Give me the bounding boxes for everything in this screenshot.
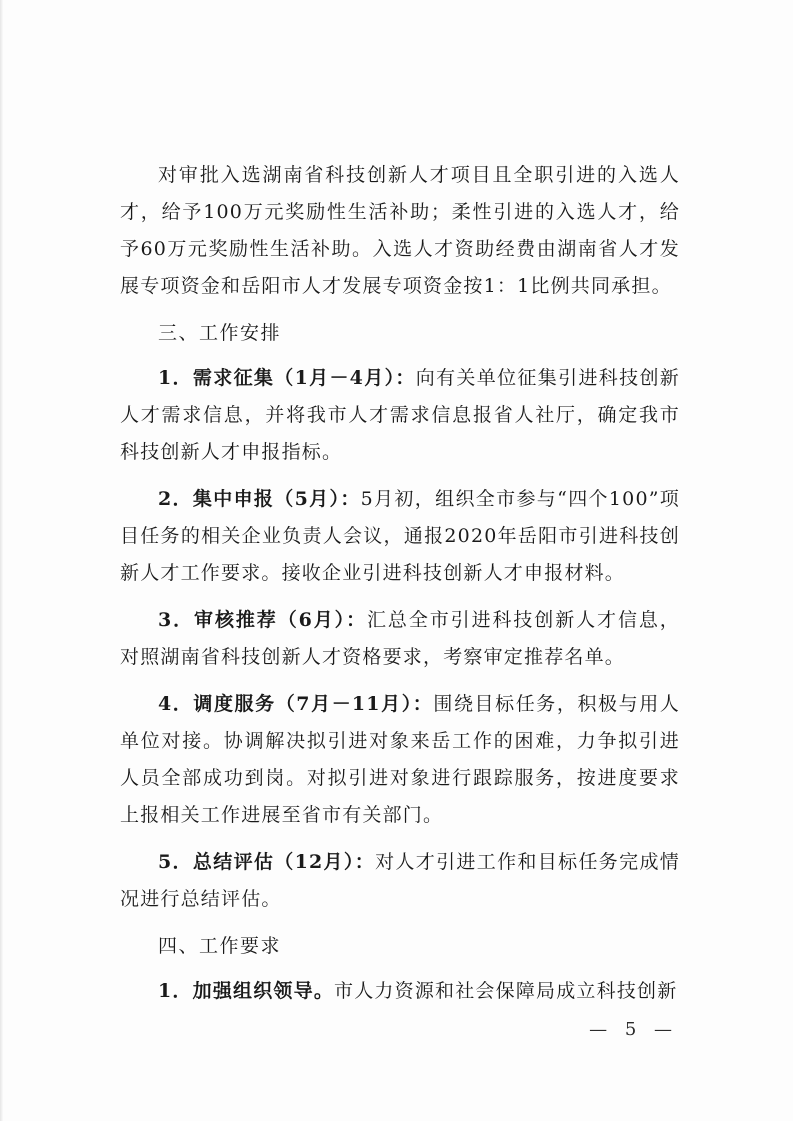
requirement-item-1 (120, 973, 680, 1010)
item-text: 对人才引进工作和目标任务完成情况进行总结评估。 (120, 851, 680, 910)
scan-edge-shadow (0, 0, 3, 1121)
item-lead: 5．总结评估（12月）： (158, 851, 376, 873)
document-body (120, 157, 680, 1020)
item-text: 5月初，组织全市参与“四个100”项目任务的相关企业负责人会议，通报2020年岳阳市引进科技创新人才工作要求。接收企业引进科技创新人才申报材料。 (120, 488, 680, 584)
item-text: 市人力资源和社会保障局成立科技创新 (334, 980, 678, 1002)
page-number: — 5 — (589, 1019, 678, 1040)
subsidy-paragraph: 对审批入选湖南省科技创新人才项目且全职引进的入选人才，给予100万元奖励性生活补助；柔性引进的入选人才，给予60万元奖励性生活补助。入选人才资助经费由湖南省人才发展专项资金和岳阳市人才发展专项资金按1：1比例共同承担。 (120, 164, 680, 297)
item-lead: 1．需求征集（1月－4月）： (158, 367, 416, 389)
item-text: 围绕目标任务，积极与用人单位对接。协调解决拟引进对象来岳工作的困难，力争拟引进人员全部成功到岗。对拟引进对象进行跟踪服务，按进度要求上报相关工作进展至省市有关部门。 (120, 693, 680, 826)
section-heading-work-requirements: 四、工作要求 (158, 935, 282, 957)
item-lead: 4．调度服务（7月－11月）： (158, 693, 434, 715)
item-lead: 3．审核推荐（6月）： (158, 609, 367, 631)
item-lead: 1．加强组织领导。 (158, 980, 335, 1002)
arrangement-item-3 (120, 602, 680, 676)
item-text: 汇总全市引进科技创新人才信息，对照湖南省科技创新人才资格要求，考察审定推荐名单。 (120, 609, 680, 668)
arrangement-item-5 (120, 844, 680, 918)
arrangement-item-2 (120, 481, 680, 592)
section-heading-work-arrangement: 三、工作安排 (158, 322, 282, 344)
arrangement-item-4 (120, 686, 680, 834)
item-lead: 2．集中申报（5月）： (158, 488, 361, 510)
item-text: 向有关单位征集引进科技创新人才需求信息，并将我市人才需求信息报省人社厅，确定我市科技创新人才申报指标。 (120, 367, 680, 463)
arrangement-item-1 (120, 360, 680, 471)
